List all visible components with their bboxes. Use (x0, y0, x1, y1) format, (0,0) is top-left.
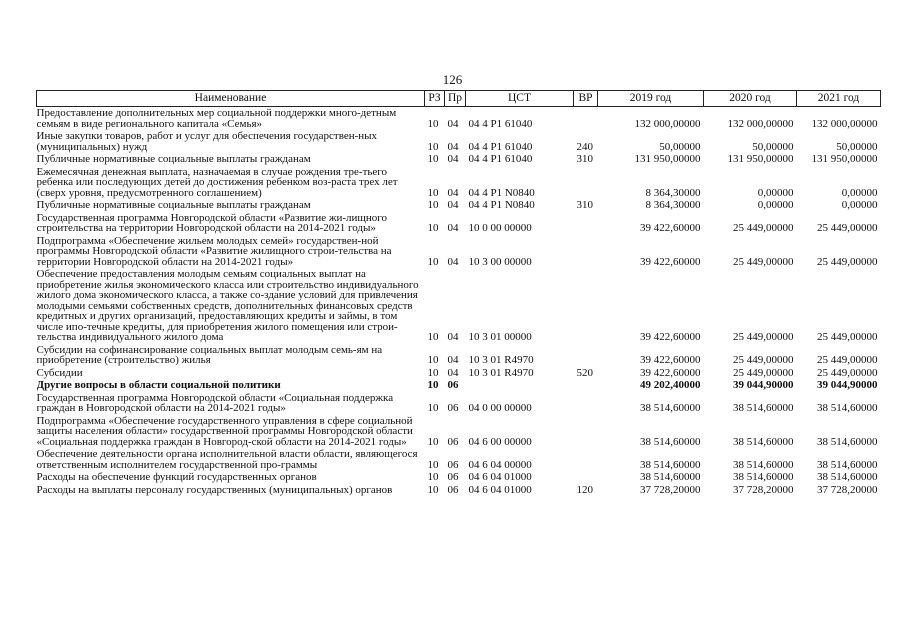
cell-2019: 38 514,60000 (640, 435, 701, 448)
header-cst: ЦСТ (466, 91, 574, 107)
cell-pr: 04 (447, 366, 459, 379)
header-vr: ВР (574, 91, 598, 107)
cell-pr: 04 (447, 117, 459, 130)
cell-name: Ежемесячная денежная выплата, назначаемая в случае рождения тре-тьего ребенка или последующих детей до достижения ребенком воз-раста трех лет (сверх уровня, предусмотренного соглашением) (36, 165, 398, 199)
cell-rz: 10 (427, 354, 439, 366)
cell-2020: 25 449,00000 (733, 331, 794, 343)
page-number: 126 (442, 72, 463, 87)
table-body (37, 107, 881, 497)
cell-cst: 04 6 04 00000 (468, 458, 532, 471)
header-pr: Пр (445, 91, 466, 107)
header-rz: РЗ (425, 91, 445, 107)
header-name: Наименование (37, 91, 425, 107)
cell-2020: 38 514,60000 (733, 435, 794, 448)
cell-rz: 10 (427, 435, 439, 448)
cell-cst: 04 0 00 00000 (468, 402, 532, 414)
cell-2021: 50,00000 (836, 140, 878, 153)
cell-2019: 39 422,60000 (640, 354, 701, 366)
cell-2020: 131 950,00000 (727, 153, 794, 165)
cell-vr (574, 471, 598, 484)
cell-pr: 06 (447, 483, 459, 496)
cell-vr (574, 212, 598, 235)
cell-cst: 04 4 P1 61040 (468, 153, 533, 165)
cell-2021: 37 728,20000 (817, 483, 878, 496)
cell-2020: 39 044,90000 (733, 379, 794, 391)
cell-2021: 25 449,00000 (817, 331, 878, 343)
cell-vr: 310 (576, 153, 593, 165)
cell-vr: 310 (576, 199, 593, 211)
cell-2020: 38 514,60000 (733, 458, 794, 471)
cell-2021: 38 514,60000 (817, 471, 878, 483)
cell-pr: 06 (447, 458, 459, 471)
table-row (37, 199, 881, 212)
cell-2020: 37 728,20000 (733, 483, 794, 496)
cell-cst: 04 4 P1 N0840 (468, 199, 535, 211)
table-header-row (37, 91, 881, 107)
table-row (37, 484, 881, 497)
header-2020: 2020 год (704, 91, 797, 107)
cell-vr (574, 392, 598, 415)
cell-vr: 520 (576, 366, 593, 379)
cell-rz: 10 (427, 483, 439, 496)
cell-2019: 38 514,60000 (640, 458, 701, 471)
cell-vr (574, 268, 598, 344)
cell-rz: 10 (427, 331, 439, 343)
cell-2020: 132 000,00000 (727, 117, 794, 130)
cell-name: Подпрограмма «Обеспечение государственного управления в сфере социальной защиты населения области» государственной программы Новгородской области «Социальная поддержка граждан в Новгород-ской области на 2014-2021 годы» (36, 414, 413, 448)
cell-2019: 39 422,60000 (640, 366, 701, 379)
table-row (37, 268, 881, 344)
cell-2020: 25 449,00000 (733, 366, 794, 379)
cell-cst: 04 4 P1 61040 (468, 140, 533, 153)
cell-2021: 39 044,90000 (817, 379, 878, 391)
cell-2021: 25 449,00000 (817, 255, 878, 268)
cell-rz: 10 (427, 379, 439, 391)
cell-vr (574, 107, 598, 131)
cell-name: Обеспечение предоставления молодым семьям социальных выплат на приобретение жилья экономического класса или строительство индивидуального жилого дома экономического класса, а также со-здание условий для привлечения молодыми семьями собственных средств, дополнительных финансовых средств кредитных и других организаций, предоставляющих кредиты и займы, в том числе ипо-течные кредиты, для приобретения жилого помещения или строи-тельства индивидуального жилого дома (36, 268, 419, 343)
cell-2019: 49 202,40000 (640, 379, 701, 391)
table-row (37, 235, 881, 269)
cell-cst: 04 6 04 01000 (468, 471, 532, 483)
cell-pr: 04 (447, 140, 459, 153)
budget-table (36, 90, 881, 496)
cell-pr: 04 (447, 255, 459, 268)
cell-2019: 39 422,60000 (640, 255, 701, 268)
cell-vr (574, 448, 598, 471)
cell-2021: 25 449,00000 (817, 222, 878, 234)
cell-rz: 10 (427, 366, 439, 379)
table-row (37, 344, 881, 367)
cell-2020: 50,00000 (752, 140, 794, 153)
cell-pr: 04 (447, 331, 459, 343)
cell-rz: 10 (427, 458, 439, 471)
cell-2020: 0,00000 (757, 199, 794, 211)
cell-name: Субсидии на софинансирование социальных выплат молодым семь-ям на приобретение (строительство) жилья (36, 343, 383, 366)
cell-vr: 240 (576, 140, 593, 153)
cell-rz: 10 (427, 140, 439, 153)
cell-2020: 25 449,00000 (733, 222, 794, 234)
cell-rz: 10 (427, 117, 439, 130)
cell-cst: 10 3 00 00000 (468, 255, 532, 268)
cell-2019: 8 364,30000 (645, 186, 701, 199)
cell-vr (574, 379, 598, 392)
cell-2019: 8 364,30000 (645, 199, 701, 211)
cell-cst (466, 379, 574, 392)
cell-2021: 38 514,60000 (817, 402, 878, 414)
cell-cst: 04 6 00 00000 (468, 435, 532, 448)
cell-name: Другие вопросы в области социальной политики (36, 379, 281, 391)
cell-vr (574, 415, 598, 449)
cell-name: Расходы на выплаты персоналу государственных (муниципальных) органов (36, 483, 393, 496)
cell-2019: 132 000,00000 (634, 117, 701, 130)
cell-name: Обеспечение деятельности органа исполнительной власти области, являющегося ответственным исполнителем государственной про-граммы (36, 448, 418, 471)
table-row (37, 153, 881, 166)
cell-cst: 10 3 01 00000 (468, 331, 532, 343)
cell-2019: 38 514,60000 (640, 402, 701, 414)
cell-pr: 06 (447, 379, 459, 391)
cell-2021: 131 950,00000 (811, 153, 878, 165)
cell-2020: 38 514,60000 (733, 402, 794, 414)
cell-rz: 10 (427, 186, 439, 199)
table-row (37, 166, 881, 200)
cell-name: Расходы на обеспечение функций государственных органов (36, 471, 317, 483)
cell-name: Публичные нормативные социальные выплаты гражданам (36, 153, 311, 165)
cell-vr: 120 (576, 483, 593, 496)
cell-2019: 131 950,00000 (634, 153, 701, 165)
cell-name: Предоставление дополнительных мер социальной поддержки много-детным семьям в виде регионального капитала «Семья» (36, 107, 397, 130)
cell-2019: 39 422,60000 (640, 222, 701, 234)
cell-2021: 0,00000 (841, 199, 878, 211)
cell-pr: 04 (447, 153, 459, 165)
cell-name: Государственная программа Новгородской области «Социальная поддержка граждан в Новгородской области на 2014-2021 годы» (36, 391, 394, 414)
cell-cst: 10 3 01 R4970 (468, 366, 534, 379)
cell-2019: 38 514,60000 (640, 471, 701, 483)
table-row (37, 392, 881, 415)
table-row (37, 107, 881, 131)
cell-cst: 10 0 00 00000 (468, 222, 532, 234)
cell-vr (574, 344, 598, 367)
cell-cst: 10 3 01 R4970 (468, 354, 534, 366)
cell-2021: 38 514,60000 (817, 458, 878, 471)
cell-cst: 04 4 P1 61040 (468, 117, 533, 130)
table-row (37, 212, 881, 235)
cell-pr: 04 (447, 222, 459, 234)
cell-rz: 10 (427, 153, 439, 165)
cell-name: Публичные нормативные социальные выплаты гражданам (36, 199, 311, 211)
cell-name: Подпрограмма «Обеспечение жильем молодых семей» государствен-ной программы Новгородской области «Развитие жилищного строи-тельства на территории Новгородской области на 2014-2021 годы» (36, 234, 392, 268)
cell-rz: 10 (427, 255, 439, 268)
cell-rz: 10 (427, 471, 439, 483)
cell-2019: 39 422,60000 (640, 331, 701, 343)
cell-vr (574, 166, 598, 200)
cell-cst: 04 6 04 01000 (468, 483, 532, 496)
cell-vr (574, 235, 598, 269)
cell-cst: 04 4 P1 N0840 (468, 186, 535, 199)
cell-name: Иные закупки товаров, работ и услуг для обеспечения государствен-ных (муниципальных) нужд (36, 130, 378, 153)
cell-pr: 04 (447, 186, 459, 199)
cell-2021: 132 000,00000 (811, 117, 878, 130)
cell-2021: 25 449,00000 (817, 354, 878, 366)
cell-2019: 37 728,20000 (640, 483, 701, 496)
cell-2020: 25 449,00000 (733, 255, 794, 268)
cell-2020: 0,00000 (757, 186, 794, 199)
table-row (37, 130, 881, 153)
cell-rz: 10 (427, 402, 439, 414)
table-row (37, 415, 881, 449)
cell-pr: 06 (447, 435, 459, 448)
cell-2020: 25 449,00000 (733, 354, 794, 366)
table-row (37, 448, 881, 471)
header-2021: 2021 год (797, 91, 881, 107)
cell-2021: 0,00000 (841, 186, 878, 199)
cell-2021: 38 514,60000 (817, 435, 878, 448)
cell-2020: 38 514,60000 (733, 471, 794, 483)
cell-pr: 06 (447, 402, 459, 414)
cell-pr: 04 (447, 199, 459, 211)
table-row (37, 379, 881, 392)
cell-2019: 50,00000 (659, 140, 701, 153)
cell-pr: 06 (447, 471, 459, 483)
header-2019: 2019 год (598, 91, 704, 107)
cell-name: Государственная программа Новгородской области «Развитие жи-лищного строительства на территории Новгородской области на 2014-2021 годы» (36, 211, 387, 234)
cell-rz: 10 (427, 199, 439, 211)
cell-rz: 10 (427, 222, 439, 234)
cell-2021: 25 449,00000 (817, 366, 878, 379)
cell-pr: 04 (447, 354, 459, 366)
table-row (37, 471, 881, 484)
cell-name: Субсидии (36, 366, 83, 379)
table-row (37, 367, 881, 380)
